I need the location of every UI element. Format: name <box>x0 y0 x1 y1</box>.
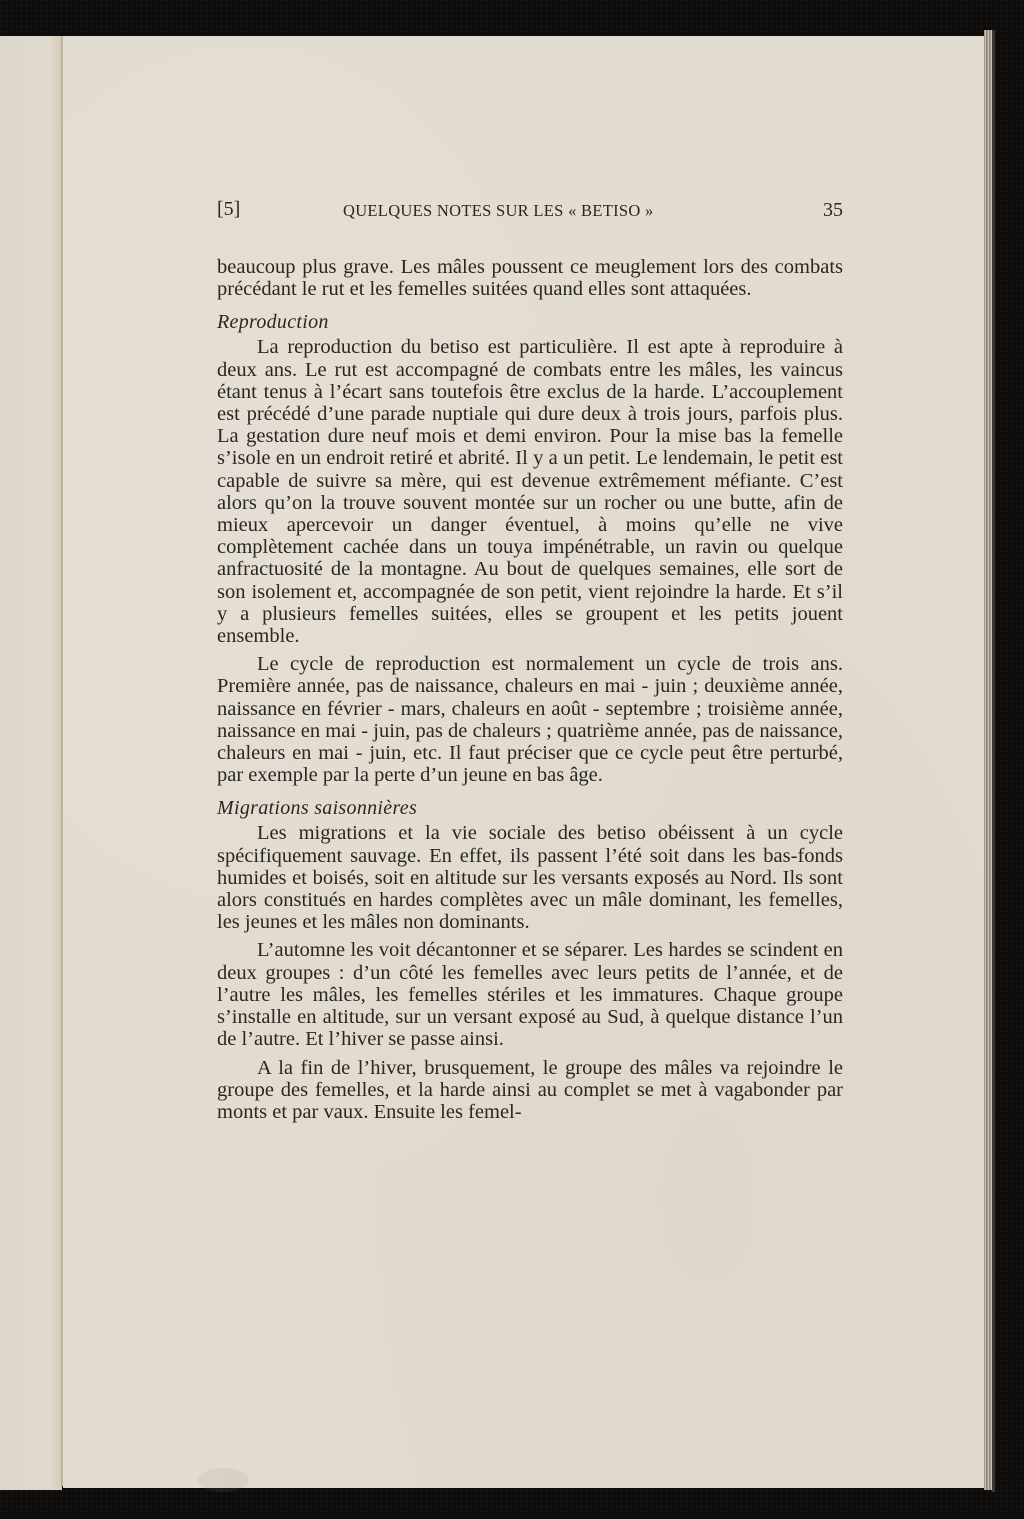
paper-stain <box>198 1468 248 1492</box>
continued-paragraph: beaucoup plus grave. Les mâles poussent ce meuglement lors des combats précédant le rut et les femelles suitées quand elles sont attaquées. <box>217 256 843 301</box>
paragraph: Le cycle de reproduction est normalement un cycle de trois ans. Première année, pas de naissance, chaleurs en mai - juin ; deuxième année, naissance en février - mars, chaleurs en août - septembre ; troisième année, naissance en mai - juin, pas de chaleurs ; quatrième année, pas de naissance, chaleurs en mai - juin, etc. Il faut préciser que ce cycle peut être perturbé, par exemple par la perte d’un jeune en bas âge. <box>217 653 843 787</box>
section-number: [5] <box>217 198 241 220</box>
paragraph: L’automne les voit décantonner et se séparer. Les hardes se scindent en deux groupes : d’un côté les femelles avec leurs petits de l’année, et de l’autre les mâles, les femelles stériles et les immatures. Chaque groupe s’installe en altitude, sur un versant exposé au Sud, à quelque distance l’un de l’autre. Et l’hiver se passe ainsi. <box>217 939 843 1051</box>
page-edge-shadow <box>992 30 995 1492</box>
paragraph: Les migrations et la vie sociale des betiso obéissent à un cycle spécifiquement sauvage. En effet, ils passent l’été soit dans les bas-fonds humides et boisés, soit en altitude sur les versants exposés au Nord. Ils sont alors constitués en hardes complètes avec un mâle dominant, les femelles, les jeunes et les mâles non dominants. <box>217 822 843 934</box>
section-heading-reproduction: Reproduction <box>217 311 329 334</box>
running-title: QUELQUES NOTES SUR LES « BETISO » <box>343 201 654 220</box>
page-stack-edges <box>984 30 992 1490</box>
facing-page-edge <box>0 36 62 1490</box>
body-text <box>217 256 843 1123</box>
paragraph: A la fin de l’hiver, brusquement, le groupe des mâles va rejoindre le groupe des femelles, et la harde ainsi au complet se met à vagabonder par monts et par vaux. Ensuite les femel- <box>217 1056 843 1123</box>
page-number: 35 <box>823 199 843 221</box>
paragraph: La reproduction du betiso est particulière. Il est apte à reproduire à deux ans. Le rut est accompagné de combats entre les mâles, les vaincus étant tenus à l’écart sans toutefois être exclus de la harde. L’accouplement est précédé d’une parade nuptiale qui dure deux à trois jours, parfois plus. La gestation dure neuf mois et demi environ. Pour la mise bas la femelle s’isole en un endroit retiré et abrité. Il y a un petit. Le lendemain, le petit est capable de suivre sa mère, qui est devenue extrêmement méfiante. C’est alors qu’on la trouve souvent montée sur un rocher ou une butte, afin de mieux apercevoir un danger éventuel, à moins qu’elle ne vive complètement cachée dans un touya impénétrable, un ravin ou quelque anfractuosité de la montagne. Au bout de quelques semaines, elle sort de son isolement et, accompagnée de son petit, vient rejoindre la harde. Et s’il y a plusieurs femelles suitées, elles se groupent et les petits jouent ensemble. <box>217 336 843 648</box>
running-head <box>217 198 843 226</box>
section-heading-migrations: Migrations saisonnières <box>217 797 418 820</box>
